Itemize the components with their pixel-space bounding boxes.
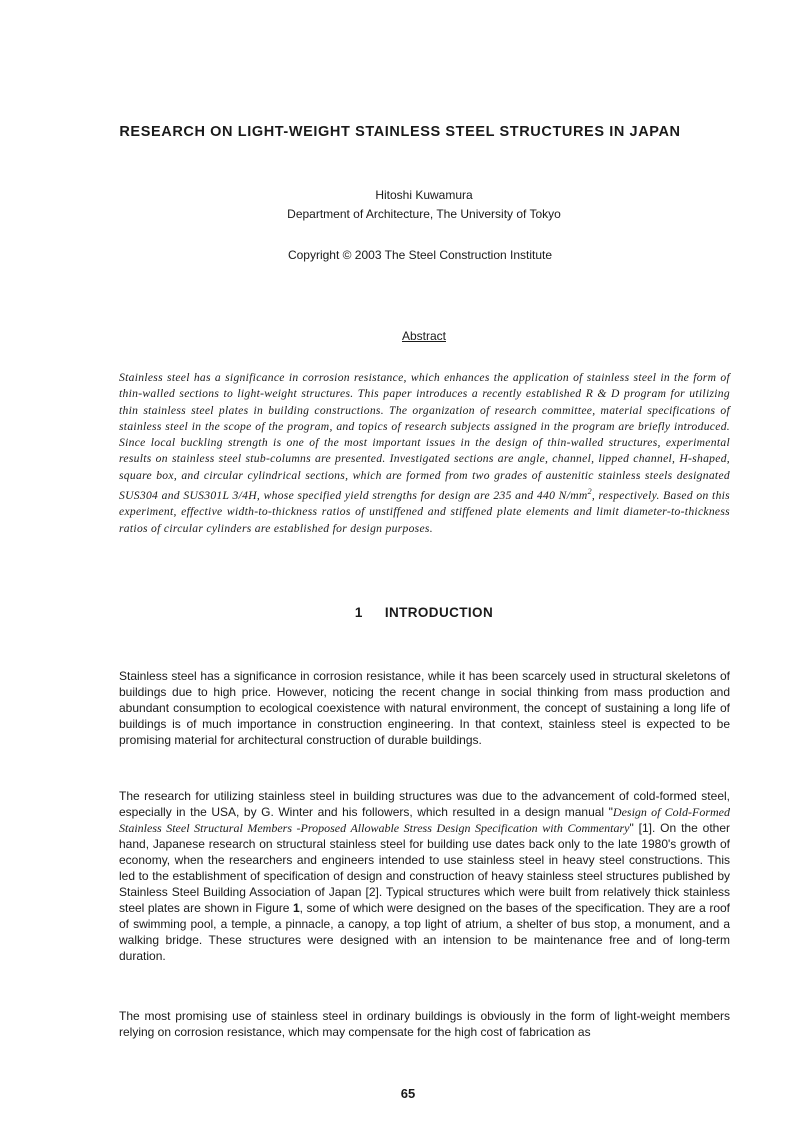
abstract-text-part2: , respectively. Based on this experiment, effective width-to-thickness ratios of unstiffened and stiffened plate elements and limit diameter-to-thickness ratios of circular cylinders are established for design purposes. <box>119 488 730 535</box>
paragraph-2 <box>119 788 730 964</box>
author-name: Hitoshi Kuwamura <box>375 188 473 202</box>
paragraph-2-part-c: , some of which were designed on the bases of the specification. They are a roof of swimming pool, a temple, a pinnacle, a canopy, a top light of atrium, a shelter of bus stop, a monument, and a walking bridge. These structures were designed with an intension to be maintenance free and of long-term duration. <box>119 901 731 963</box>
paper-title: RESEARCH ON LIGHT-WEIGHT STAINLESS STEEL STRUCTURES IN JAPAN <box>119 124 681 140</box>
section-number: 1 <box>354 605 363 620</box>
cited-title: Design of Cold-Formed Stainless Steel Structural Members -Proposed Allowable Stress Design Specification with Commentary <box>119 805 730 835</box>
paragraph-1: Stainless steel has a significance in corrosion resistance, while it has been scarcely used in structural skeletons of buildings due to high price. However, noticing the recent change in social thinking from mass production and abundant consumption to ecological coexistence with natural environment, the concept of sustaining a long life of buildings is of much importance in construction engineering. In that context, stainless steel is expected to be promising material for architectural construction of durable buildings. <box>119 669 730 747</box>
section-title: INTRODUCTION <box>384 605 494 620</box>
figure-reference: 1 <box>292 901 300 915</box>
abstract-text-part1: Stainless steel has a significance in corrosion resistance, which enhances the application of stainless steel in the form of thin-walled sections to light-weight structures. This paper introduces a recently established R & D program for utilizing thin stainless steel plates in building constructions. The organization of research committee, material specifications of stainless steel in the scope of the program, and topics of research subjects assigned in the program are briefly introduced. Since local buckling strength is one of the most important issues in the design of thin-walled structures, experimental results on stainless steel stub-columns are presented. Investigated sections are angle, channel, lipped channel, H-shaped, square box, and circular cylindrical sections, which are formed from two grades of austenitic stainless steels designated SUS304 and SUS301L 3/4H, whose specified yield strengths for design are 235 and 440 N/mm <box>119 371 730 502</box>
abstract-heading <box>0 329 800 343</box>
abstract-heading-text: Abstract <box>401 329 446 343</box>
author-affiliation: Department of Architecture, The University of Tokyo <box>287 207 561 221</box>
copyright-notice: Copyright © 2003 The Steel Construction Institute <box>287 248 553 262</box>
section-heading <box>0 605 800 620</box>
abstract-superscript: 2 <box>587 487 592 497</box>
paragraph-2-part-b: " [1]. On the other hand, Japanese research on structural stainless steel for building use dates back only to the late 1980's growth of economy, when the researchers and engineers intended to use stainless steel in heavy steel constructions. This led to the establishment of specification of design and construction of heavy stainless steel structures published by Stainless Steel Building Association of Japan [2]. Typical structures which were built from relatively thick stainless steel plates are shown in Figure <box>119 821 731 915</box>
paragraph-2-part-a: The research for utilizing stainless steel in building structures was due to the advancement of cold-formed steel, especially in the USA, by G. Winter and his followers, which resulted in a design manual " <box>119 789 730 819</box>
paragraph-3: The most promising use of stainless steel in ordinary buildings is obviously in the form of light-weight members relying on corrosion resistance, which may compensate for the high cost of fabrication as <box>119 1009 730 1039</box>
page-number: 65 <box>400 1086 416 1101</box>
abstract-body <box>119 370 730 537</box>
